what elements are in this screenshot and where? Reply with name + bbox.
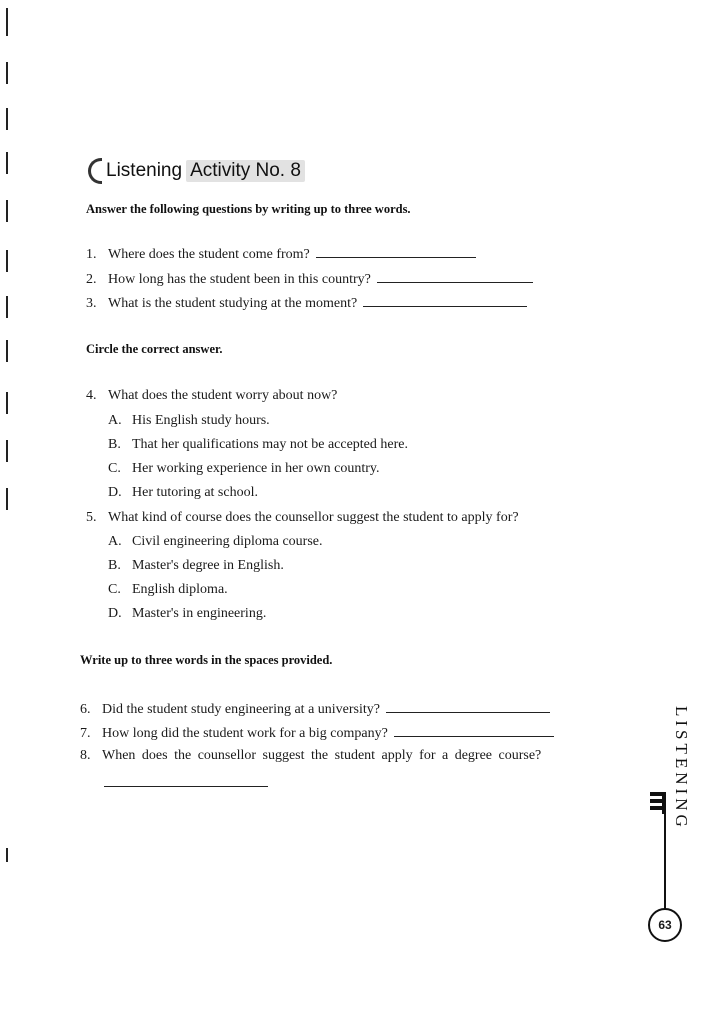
page-number: 63 [648,908,682,942]
question-text: What does the student worry about now? [108,388,338,403]
option-letter: B. [108,558,121,573]
answer-blank[interactable] [363,294,527,307]
option-text: Her working experience in her own country. [132,461,380,476]
binding-mark [6,440,8,462]
binding-mark [6,488,8,510]
question-number: 1. [86,247,97,262]
option-5c[interactable] [108,582,228,598]
answer-blank[interactable] [377,270,533,283]
option-5b[interactable] [108,558,284,574]
option-text: That her qualifications may not be accepted here. [132,437,408,452]
section2-instruction: Circle the correct answer. [86,342,223,356]
option-4d[interactable] [108,485,258,501]
option-text: Her tutoring at school. [132,485,258,500]
option-letter: D. [108,606,122,621]
binding-mark [6,250,8,272]
question-text: How long did the student work for a big company? [102,726,388,741]
option-letter: C. [108,461,121,476]
option-text: Master's degree in English. [132,558,284,573]
answer-blank[interactable] [104,786,268,787]
option-text: English diploma. [132,582,228,597]
question-1 [86,245,476,263]
section3-instruction: Write up to three words in the spaces provided. [80,653,333,667]
question-8 [80,748,541,764]
binding-mark [6,62,8,84]
binding-mark [6,340,8,362]
side-tab-label: LISTENING [672,706,691,831]
side-tab-line [664,810,666,910]
option-5a[interactable] [108,534,323,550]
answer-blank[interactable] [316,245,476,258]
question-number: 4. [86,388,97,403]
option-text: Master's in engineering. [132,606,267,621]
question-text: When does the counsellor suggest the student apply for a degree course? [102,748,542,763]
option-text: Civil engineering diploma course. [132,534,323,549]
option-letter: D. [108,485,122,500]
binding-mark [6,152,8,174]
binding-mark [6,8,8,36]
question-number: 5. [86,510,97,525]
title-highlight: Activity No. 8 [186,160,305,182]
option-letter: C. [108,582,121,597]
question-7 [80,724,554,742]
bracket-icon [88,158,102,184]
question-4 [86,388,337,404]
question-text: What kind of course does the counsellor suggest the student to apply for? [108,510,519,525]
section1-instruction: Answer the following questions by writing up to three words. [86,202,411,216]
question-2 [86,270,533,288]
binding-mark [6,200,8,222]
option-text: His English study hours. [132,413,270,428]
question-text: Did the student study engineering at a university? [102,702,380,717]
question-3 [86,294,527,312]
activity-title [88,158,305,184]
option-4b[interactable] [108,437,408,453]
answer-blank[interactable] [386,700,550,713]
binding-mark [6,108,8,130]
binding-mark [6,848,8,862]
binding-mark [6,392,8,414]
option-letter: A. [108,534,122,549]
option-letter: A. [108,413,122,428]
question-5 [86,510,519,526]
binding-mark [6,296,8,318]
question-6 [80,700,550,718]
option-4a[interactable] [108,413,270,429]
option-letter: B. [108,437,121,452]
question-number: 2. [86,272,97,287]
question-number: 8. [80,748,91,763]
question-text: How long has the student been in this country? [108,272,371,287]
answer-blank[interactable] [394,724,554,737]
option-4c[interactable] [108,461,380,477]
option-5d[interactable] [108,606,266,622]
question-number: 3. [86,296,97,311]
question-text: What is the student studying at the moment? [108,296,358,311]
question-text: Where does the student come from? [108,247,310,262]
title-prefix: Listening [106,160,183,181]
question-number: 7. [80,726,91,741]
question-number: 6. [80,702,91,717]
